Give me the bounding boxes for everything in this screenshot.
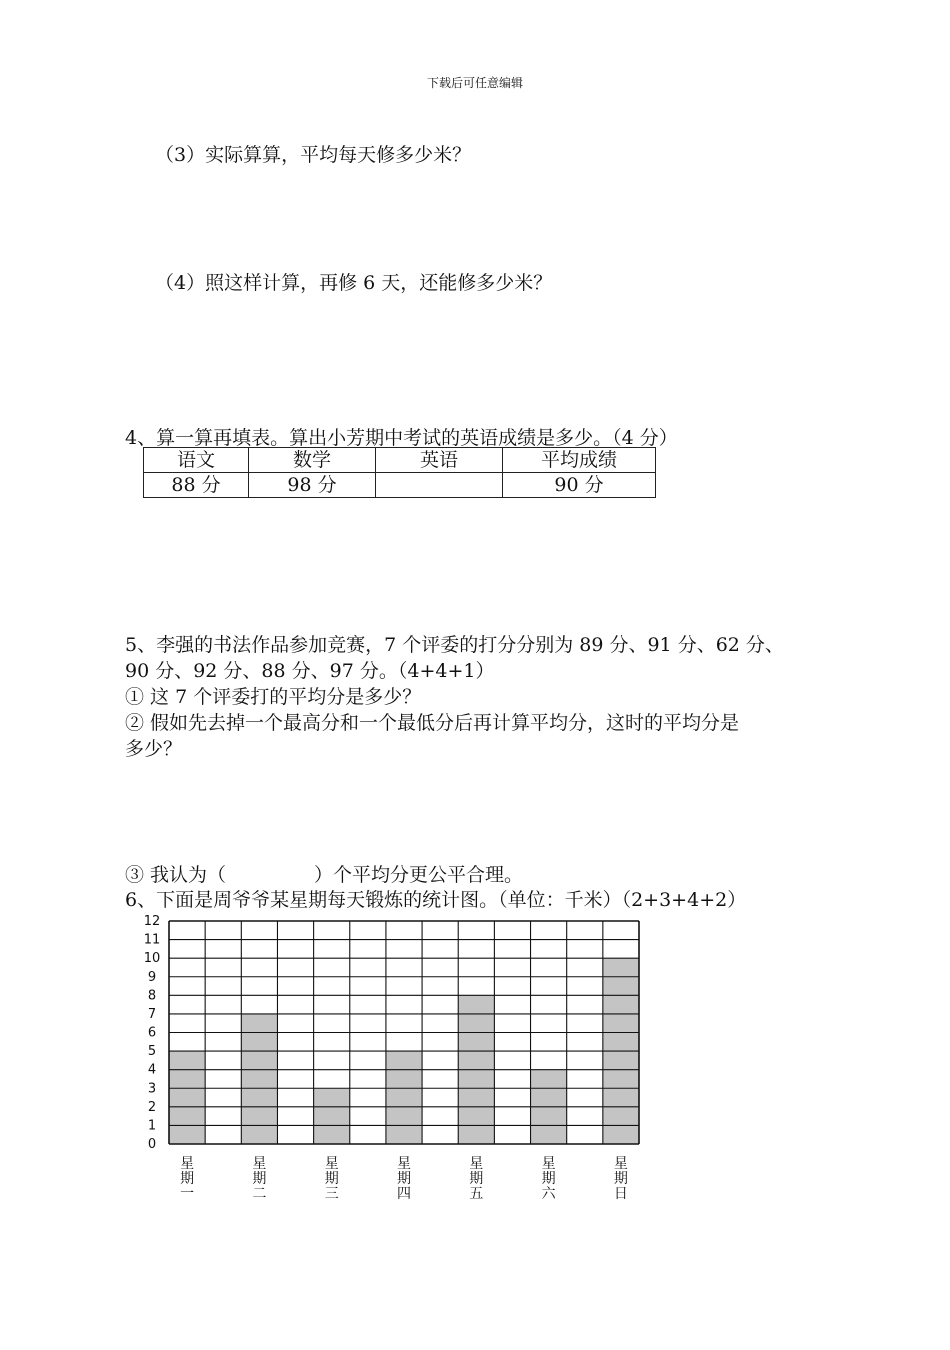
x-tick-label: 星期一: [180, 1156, 195, 1202]
bar-星期三: [314, 1088, 350, 1144]
table-header-cell: 英语: [376, 448, 503, 473]
y-tick-label: 6: [147, 1025, 157, 1041]
item-3-suffix: ）个平均分更公平合理。: [314, 864, 524, 886]
exercise-bar-chart: [136, 910, 656, 1210]
y-tick-label: 3: [147, 1081, 157, 1097]
x-tick-label: 星期三: [324, 1156, 339, 1202]
question-5-item-1: ① 这 7 个评委打的平均分是多少？: [125, 686, 422, 708]
table-cell: 98 分: [249, 473, 376, 498]
y-tick-label: 0: [147, 1137, 157, 1152]
y-tick-label: 2: [147, 1099, 157, 1115]
x-tick-label: 星期六: [541, 1156, 556, 1202]
x-tick-label: 星期日: [613, 1156, 628, 1202]
table-header-cell: 数学: [249, 448, 376, 473]
score-table: [143, 447, 656, 498]
question-5-line-2: 90 分、92 分、88 分、97 分。（4+4+1）: [125, 660, 495, 682]
item-3-prefix: ③ 我认为（: [125, 864, 227, 886]
question-5-item-2: ② 假如先去掉一个最高分和一个最低分后再计算平均分，这时的平均分是: [125, 712, 740, 734]
question-5-item-3: [125, 860, 523, 887]
question-3-part-3: （3）实际算算，平均每天修多少米？: [155, 144, 472, 166]
y-tick-label: 4: [147, 1062, 157, 1078]
table-header-cell: 平均成绩: [503, 448, 656, 473]
x-tick-label: 星期二: [252, 1156, 267, 1202]
y-tick-label: 11: [143, 932, 161, 948]
y-tick-label: 9: [147, 969, 157, 985]
y-tick-label: 10: [143, 951, 161, 967]
bar-星期二: [241, 1014, 277, 1144]
bar-星期四: [386, 1051, 422, 1144]
table-cell: 88 分: [144, 473, 249, 498]
bar-星期一: [169, 1051, 205, 1144]
y-tick-label: 5: [147, 1044, 157, 1060]
question-4-title: 4、算一算再填表。算出小芳期中考试的英语成绩是多少。（4 分）: [125, 427, 678, 449]
question-5-line-1: 5、李强的书法作品参加竞赛，7 个评委的打分分别为 89 分、91 分、62 分、: [125, 634, 784, 656]
y-tick-label: 1: [147, 1118, 157, 1134]
table-row: [144, 473, 656, 498]
y-tick-label: 12: [143, 914, 161, 929]
question-5-item-2-continued: 多少？: [125, 738, 183, 760]
question-3-part-4: （4）照这样计算，再修 6 天，还能修多少米？: [155, 272, 553, 294]
table-cell-english-blank[interactable]: [376, 473, 503, 498]
table-cell: 90 分: [503, 473, 656, 498]
x-tick-label: 星期五: [469, 1156, 484, 1202]
question-6-title: 6、下面是周爷爷某星期每天锻炼的统计图。（单位：千米）（2+3+4+2）: [125, 889, 747, 911]
y-tick-label: 7: [147, 1006, 157, 1022]
x-tick-label: 星期四: [397, 1156, 411, 1202]
y-tick-label: 8: [147, 988, 157, 1004]
table-header-row: [144, 448, 656, 473]
page-header: 下载后可任意编辑: [426, 76, 523, 90]
table-header-cell: 语文: [144, 448, 249, 473]
